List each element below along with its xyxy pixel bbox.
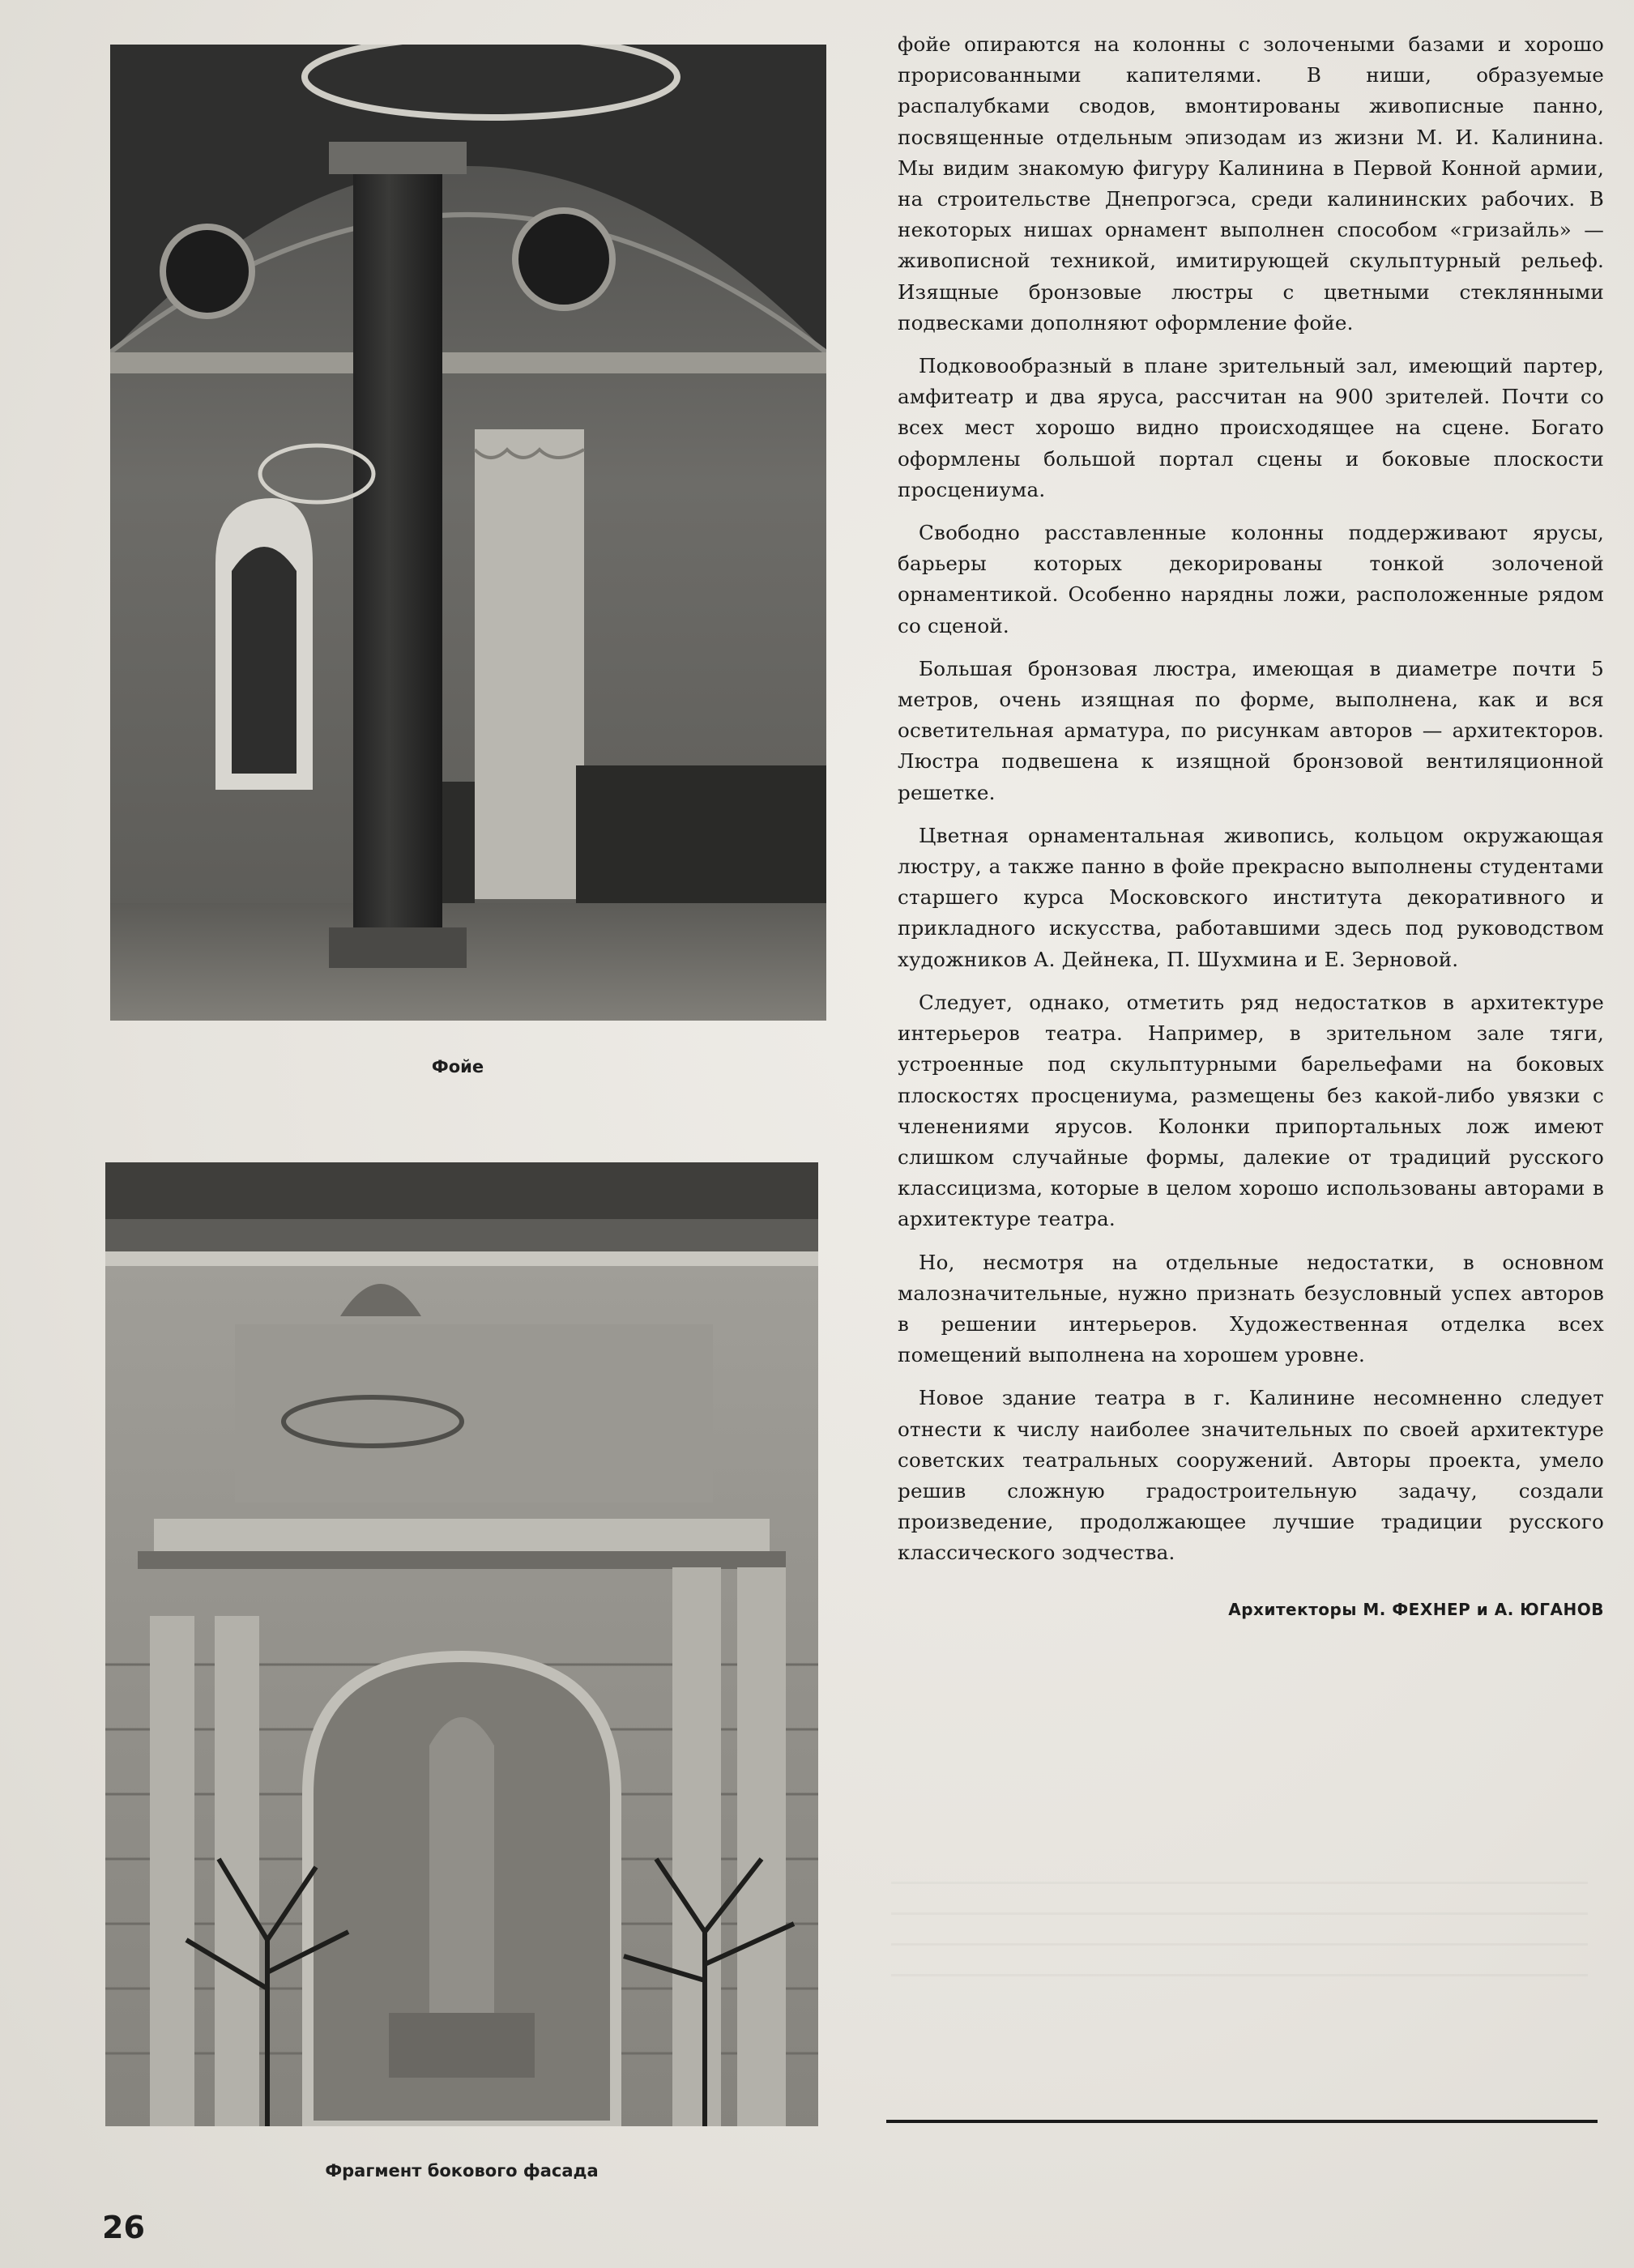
paragraph: Цветная орнаментальная живопись, кольцом окружающая люстру, а также панно в фойе прекрасно выполнены студентами старшего курса Московского института декоративного и прикладного искусства, работавшими здесь под руководством художников А. Дейнека, П. Шухмина и Е. Зерновой. [898, 823, 1604, 971]
foyer-caption: Фойе [431, 1057, 484, 1076]
article-body [898, 29, 1604, 1581]
facade-photo [105, 1162, 818, 2126]
facade-caption: Фрагмент бокового фасада [325, 2161, 599, 2181]
paragraph: фойе опираются на колонны с золочеными базами и хорошо прорисованными капителями. В ниши, образуемые распалубками сводов, вмонтированы живописные панно, посвященные отдельным эпизодам из жизни М. И. Калинина. Мы видим знакомую фигуру Калинина в Первой Конной армии, на строительстве Днепрогэса, среди калининских рабочих. В некоторых нишах орнамент выполнен способом «гризайль» — живописной техникой, имитирующей скульптурный рельеф. Изящные бронзовые люстры с цветными стеклянными подвесками дополняют оформление фойе. [898, 32, 1604, 335]
show-through-text [891, 1855, 1588, 1976]
paragraph: Но, несмотря на отдельные недостатки, в основном малозначительные, нужно признать безусловный успех авторов в решении интерьеров. Художественная отделка всех помещений выполнена на хорошем уровне. [898, 1250, 1604, 1367]
foyer-photo [110, 45, 826, 1021]
paragraph: Свободно расставленные колонны поддерживают ярусы, барьеры которых декорированы тонкой золоченой орнаментикой. Особенно нарядны ложи, расположенные рядом со сценой. [898, 521, 1604, 637]
divider-rule [886, 2120, 1598, 2123]
paragraph: Подковообразный в плане зрительный зал, имеющий партер, амфитеатр и два яруса, рассчитан на 900 зрителей. Почти со всех мест хорошо видно происходящее на сцене. Богато оформлены большой портал сцены и боковые плоскости просцениума. [898, 354, 1604, 501]
page-number: 26 [102, 2210, 145, 2245]
paragraph: Новое здание театра в г. Калинине несомненно следует отнести к числу наиболее значительных по своей архитектуре советских театральных сооружений. Авторы проекта, умело решив сложную градостроительную задачу, создали произведение, продолжающее лучшие традиции русского классического зодчества. [898, 1386, 1604, 1565]
paragraph: Следует, однако, отметить ряд недостатков в архитектуре интерьеров театра. Например, в зрительном зале тяги, устроенные под скульптурными барельефами на боковых плоскостях просцениума, размещены без какой-либо увязки с членениями ярусов. Колонки припортальных лож имеют слишком случайные формы, далекие от традиций русского классицизма, которые в целом хорошо использованы авторами в архитектуре театра. [898, 990, 1604, 1231]
paragraph: Большая бронзовая люстра, имеющая в диаметре почти 5 метров, очень изящная по форме, выполнена, как и вся осветительная арматура, по рисункам авторов — архитекторов. Люстра подвешена к изящной бронзовой вентиляционной решетке. [898, 656, 1604, 804]
authors-credit: Архитекторы М. ФЕХНЕР и А. ЮГАНОВ [1228, 1600, 1604, 1619]
